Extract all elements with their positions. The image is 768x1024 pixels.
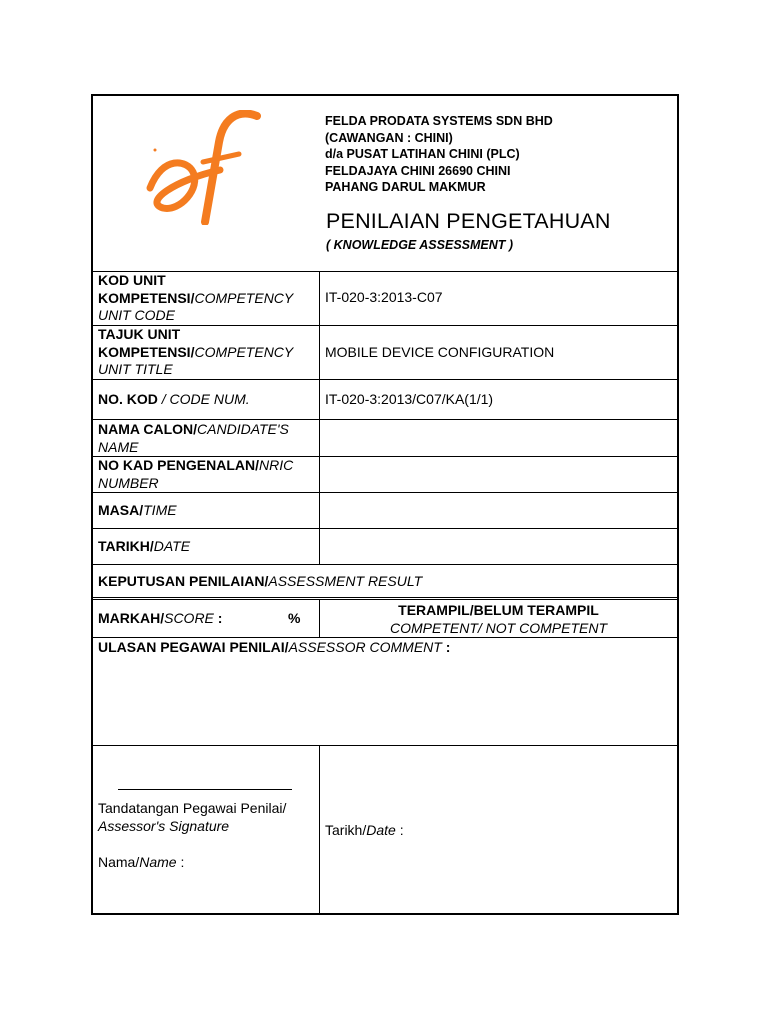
time-row	[93, 493, 677, 529]
candidate-name-row	[93, 420, 677, 457]
page-subtitle: ( KNOWLEDGE ASSESSMENT )	[326, 238, 514, 252]
page-title: PENILAIAN PENGETAHUAN	[326, 209, 611, 233]
code-num-row	[93, 380, 677, 420]
candidate-name-label: NAMA CALON/CANDIDATE'S NAME	[98, 421, 289, 455]
unit-title-value: MOBILE DEVICE CONFIGURATION	[325, 344, 555, 360]
code-num-label: NO. KOD / CODE NUM.	[98, 391, 250, 407]
competency-status: TERAMPIL/BELUM TERAMPIL COMPETENT/ NOT COMPETENT	[390, 602, 607, 636]
company-name: FELDA PRODATA SYSTEMS SDN BHD	[325, 114, 553, 128]
score-percent: %	[288, 610, 301, 626]
assessment-form	[91, 94, 679, 915]
nric-row	[93, 457, 677, 493]
company-address	[325, 113, 553, 196]
code-num-value: IT-020-3:2013/C07/KA(1/1)	[325, 391, 494, 407]
assessment-result-row	[93, 565, 677, 600]
unit-code-label: KOD UNIT KOMPETENSI/COMPETENCY UNIT CODE	[98, 272, 294, 323]
company-logo-icon	[145, 110, 265, 225]
assessor-comment-label: ULASAN PEGAWAI PENILAI/ASSESSOR COMMENT :	[98, 639, 451, 655]
score-row	[93, 600, 677, 638]
unit-title-row	[93, 326, 677, 380]
company-address-line-1: d/a PUSAT LATIHAN CHINI (PLC)	[325, 147, 520, 161]
company-branch: (CAWANGAN : CHINI)	[325, 130, 453, 145]
signature-date-label: Tarikh/Date :	[325, 822, 404, 838]
unit-title-label: TAJUK UNIT KOMPETENSI/COMPETENCY UNIT TITLE	[98, 326, 294, 377]
signature-row	[93, 746, 677, 913]
date-row	[93, 529, 677, 565]
score-label: MARKAH/SCORE :	[98, 610, 223, 626]
unit-code-row	[93, 271, 677, 326]
form-header	[93, 96, 677, 272]
company-address-line-3: PAHANG DARUL MAKMUR	[325, 180, 486, 194]
signature-label: Tandatangan Pegawai Penilai/ Assessor's Signature	[98, 800, 287, 834]
company-address-line-2: FELDAJAYA CHINI 26690 CHINI	[325, 163, 511, 178]
date-label: TARIKH/DATE	[98, 538, 191, 554]
assessor-comment-row	[93, 638, 677, 746]
unit-code-value: IT-020-3:2013-C07	[325, 289, 443, 305]
assessment-result-label: KEPUTUSAN PENILAIAN/ASSESSMENT RESULT	[98, 573, 423, 589]
signature-line[interactable]	[118, 789, 292, 790]
assessor-name-label: Nama/Name :	[98, 854, 185, 870]
time-label: MASA/TIME	[98, 502, 177, 518]
nric-label: NO KAD PENGENALAN/NRIC NUMBER	[98, 457, 294, 491]
